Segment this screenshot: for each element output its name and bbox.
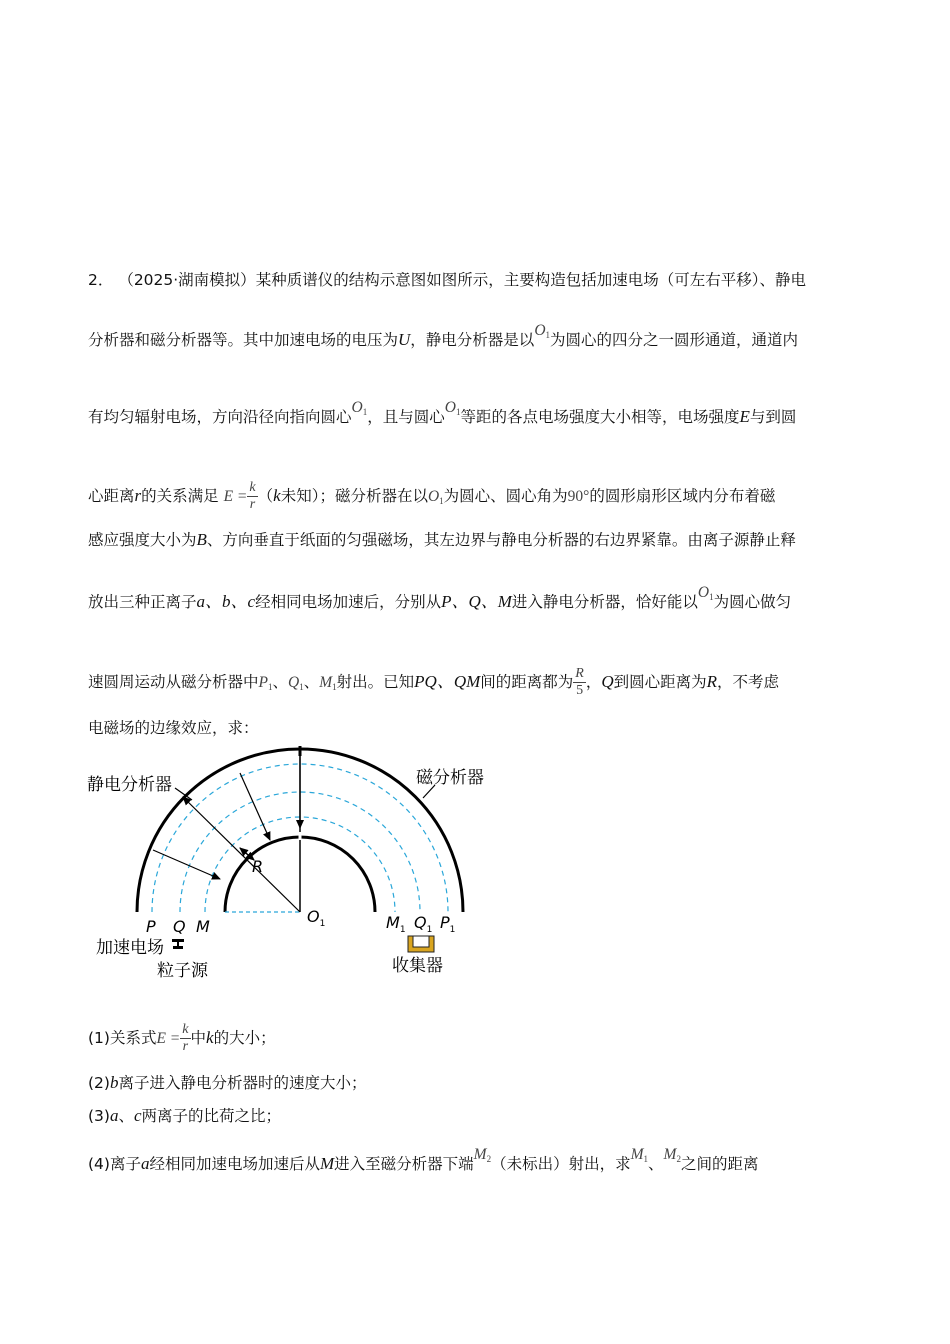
text-run: 的大小； xyxy=(213,1029,276,1047)
label-source: 粒子源 xyxy=(157,961,208,981)
text-run: 之间的距离 xyxy=(680,1155,759,1173)
problem-line-2 xyxy=(88,322,799,352)
text-run: 速圆周运动从磁分析器中 xyxy=(88,673,259,691)
symbol-M2: M2 xyxy=(663,1146,681,1164)
symbol-O1: O1 xyxy=(351,399,368,417)
text-run: 的关系满足 xyxy=(141,487,219,505)
radius-arrow xyxy=(183,797,300,912)
symbol-k: k xyxy=(206,1028,214,1047)
symbol-E: E xyxy=(739,407,750,426)
symbol-U: U xyxy=(398,330,411,349)
label-P1: $P_1$ xyxy=(440,913,456,935)
text-run: (3) xyxy=(88,1107,110,1125)
symbol-a: a xyxy=(140,1154,150,1173)
text-run: 为圆心、圆心角为 xyxy=(443,487,568,505)
formula-E-lhs: E = xyxy=(223,488,248,505)
symbol-P1: P1 xyxy=(258,674,273,692)
problem-number: 2． xyxy=(88,271,114,289)
text-run: 为圆心做匀 xyxy=(713,593,792,611)
text-run: 离子进入静电分析器时的速度大小； xyxy=(118,1074,367,1092)
text-run: ， xyxy=(585,673,602,691)
symbol-k: k xyxy=(273,486,281,505)
problem-source: （2025·湖南模拟） xyxy=(118,271,256,289)
symbol-c: c xyxy=(133,1106,142,1125)
label-collector: 收集器 xyxy=(392,956,443,976)
ions-abc: a、b、c xyxy=(196,592,256,611)
question-4 xyxy=(88,1146,759,1176)
symbol-O1: O1 xyxy=(534,322,551,340)
text-run: (1)关系式 xyxy=(88,1029,157,1047)
symbol-M2: M2 xyxy=(473,1146,492,1164)
text-run: ，静电分析器是以 xyxy=(410,331,535,349)
problem-line-6 xyxy=(88,584,792,614)
label-O1: $O_1$ xyxy=(307,907,326,929)
particle-source-icon xyxy=(172,939,184,949)
symbol-B: B xyxy=(196,530,207,549)
symbol-r: r xyxy=(134,486,142,505)
text-run: 射出。已知 xyxy=(336,673,415,691)
text-run: 分析器和磁分析器等。其中加速电场的电压为 xyxy=(88,331,399,349)
symbol-M1: M1 xyxy=(630,1146,649,1164)
text-run: 某种质谱仪的结构示意图如图所示，主要构造包括加速电场（可左右平移）、静电 xyxy=(255,271,806,289)
problem-line-1 xyxy=(88,270,806,290)
fraction-k-over-r: $\frac{k}{r}$ xyxy=(249,480,256,512)
question-1 xyxy=(88,1022,276,1055)
points-PQM: P、Q、M xyxy=(441,592,512,611)
label-P: P xyxy=(146,917,156,936)
text-run: 经相同加速电场加速后从 xyxy=(149,1155,320,1173)
text-run: 、方向垂直于纸面的匀强磁场，其左边界与静电分析器的右边界紧靠。由离子源静止释 xyxy=(206,531,796,549)
problem-line-7 xyxy=(88,666,779,699)
text-run: 两离子的比荷之比； xyxy=(141,1107,282,1125)
segments-PQ-QM: PQ、QM xyxy=(414,672,481,691)
text-run: 、 xyxy=(272,673,288,691)
symbol-M1: M1 xyxy=(319,674,337,692)
text-run: (2) xyxy=(88,1074,110,1092)
problem-line-4 xyxy=(88,480,775,513)
question-3 xyxy=(88,1106,281,1126)
symbol-M: M xyxy=(319,1154,335,1173)
symbol-O1: O1 xyxy=(427,488,444,506)
text-run: 未知）；磁分析器在以 xyxy=(280,487,428,505)
text-run: （ xyxy=(257,487,274,505)
symbol-R: R xyxy=(706,672,718,691)
text-run: 经相同电场加速后，分别从 xyxy=(255,593,442,611)
text-run: 中 xyxy=(190,1029,207,1047)
formula-E-lhs: E = xyxy=(156,1030,181,1047)
text-run: ，不考虑 xyxy=(717,673,780,691)
label-Q1: $Q_1$ xyxy=(414,913,433,935)
symbol-b: b xyxy=(109,1073,119,1092)
text-run: 到圆心距离为 xyxy=(613,673,707,691)
text-run: 进入静电分析器，恰好能以 xyxy=(511,593,698,611)
symbol-O1: O1 xyxy=(444,399,461,417)
symbol-O1: O1 xyxy=(697,584,714,602)
problem-line-3 xyxy=(88,399,797,429)
question-2 xyxy=(88,1073,366,1093)
text-run: 的圆形扇形区域内分布着磁 xyxy=(589,487,776,505)
label-M: M xyxy=(196,917,210,936)
text-run: 间的距离都为 xyxy=(480,673,574,691)
problem-line-8 xyxy=(88,718,259,738)
text-run: ，且与圆心 xyxy=(367,408,445,426)
label-M1: $M_1$ xyxy=(386,913,406,935)
label-Q: Q xyxy=(173,917,186,936)
text-run: 与到圆 xyxy=(749,408,797,426)
symbol-Q1: Q1 xyxy=(288,674,304,692)
text-run: 为圆心的四分之一圆形通道，通道内 xyxy=(550,331,799,349)
field-arrow-2 xyxy=(240,773,270,840)
text-run: 放出三种正离子 xyxy=(88,593,197,611)
symbol-Q: Q xyxy=(601,672,614,691)
text-run: （未标出）射出，求 xyxy=(491,1155,631,1173)
symbol-a: a xyxy=(109,1106,119,1125)
angle-90: 90° xyxy=(567,488,590,505)
text-run: 心距离 xyxy=(88,487,135,505)
text-run: (4)离子 xyxy=(88,1155,141,1173)
problem-line-5 xyxy=(88,530,796,550)
text-run: 等距的各点电场强度大小相等，电场强度 xyxy=(460,408,740,426)
text-run: 、 xyxy=(648,1155,664,1173)
text-run: 感应强度大小为 xyxy=(88,531,197,549)
text-run: 、 xyxy=(303,673,320,691)
collector-icon xyxy=(408,936,434,952)
text-run: 进入至磁分析器下端 xyxy=(334,1155,474,1173)
label-electro: 静电分析器 xyxy=(87,775,172,795)
fraction-R-over-5: $\frac{R}{5}$ xyxy=(575,666,584,698)
mass-spectrometer-diagram xyxy=(80,740,520,985)
fraction-k-over-r: $\frac{k}{r}$ xyxy=(182,1022,189,1054)
text-run: 有均匀辐射电场，方向沿径向指向圆心 xyxy=(88,408,352,426)
label-accel: 加速电场 xyxy=(96,938,164,958)
label-R: R xyxy=(252,857,264,876)
text-run: 电磁场的边缘效应，求： xyxy=(88,719,259,737)
text-run: 、 xyxy=(118,1107,134,1125)
label-magnet: 磁分析器 xyxy=(416,768,484,788)
